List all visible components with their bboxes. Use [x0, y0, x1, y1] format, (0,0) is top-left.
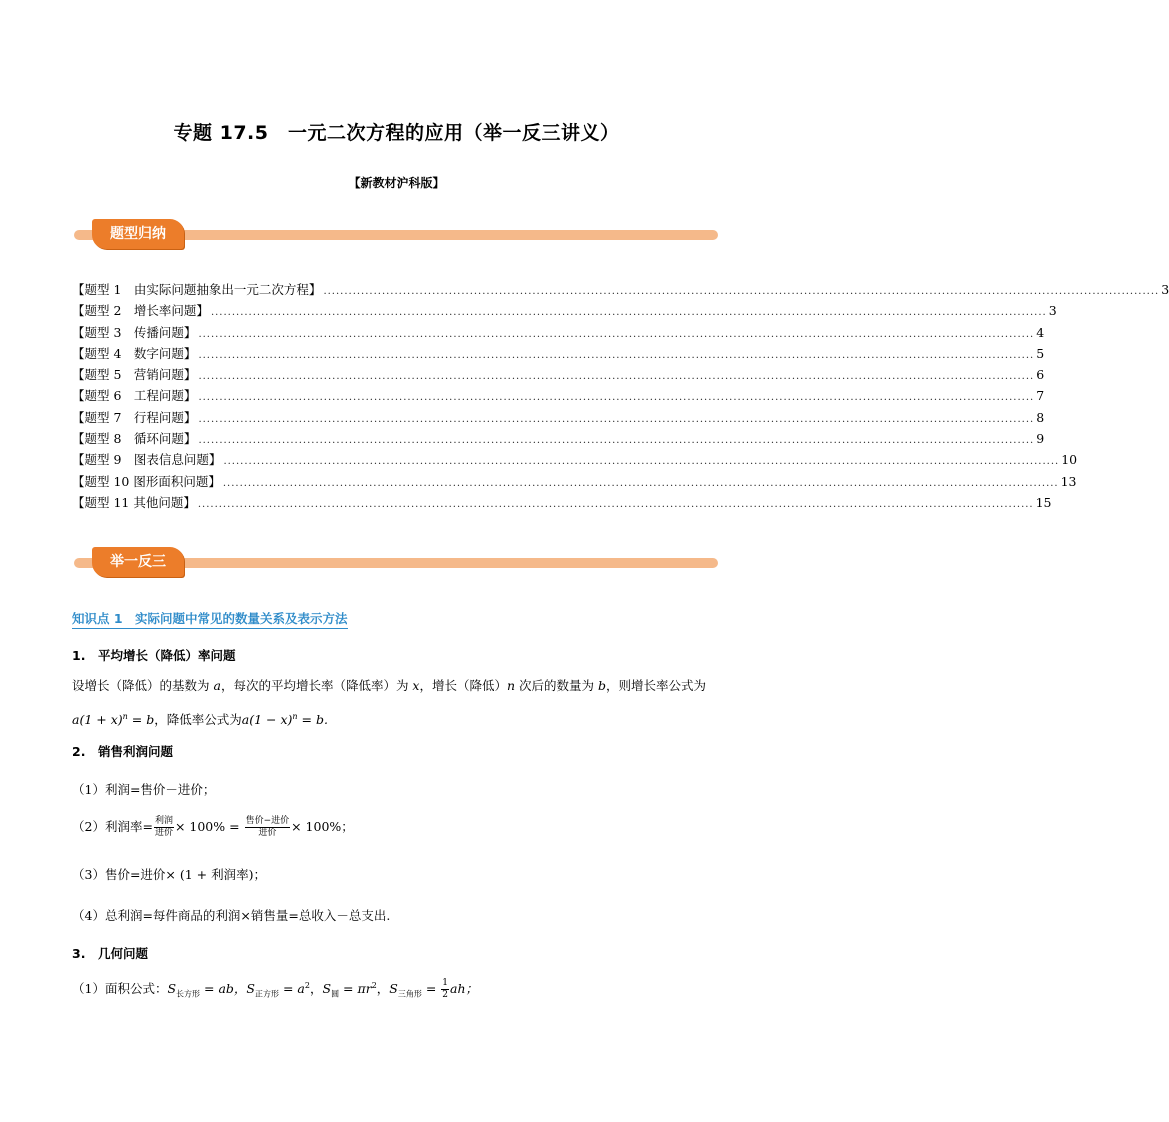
- toc-item-label: 【题型 8 循环问题】: [72, 431, 197, 447]
- section-heading-growth-rate: 1. 平均增长（降低）率问题: [72, 648, 236, 663]
- toc-leader-dots: ........................................................................................................................................................................................................: [198, 413, 1035, 425]
- toc-item[interactable]: [72, 471, 1077, 492]
- toc-item-page: 3: [1161, 282, 1169, 297]
- toc-item-page: 15: [1035, 494, 1052, 510]
- toc-item[interactable]: [72, 364, 1045, 385]
- toc-item-label: 【题型 5 营销问题】: [72, 367, 197, 383]
- section-heading-profit: 2. 销售利润问题: [72, 744, 173, 759]
- toc-item[interactable]: [72, 385, 1045, 406]
- toc-leader-dots: ........................................................................................................................................................................................................: [210, 307, 1047, 319]
- banner-tab-label: 题型归纳: [92, 219, 184, 249]
- profit-formula-3: （3）售价=进价× (1 + 利润率)；: [72, 867, 267, 882]
- fraction: $\frac{\text{售价−进价}}{\text{进价}}$: [245, 816, 290, 838]
- table-of-contents: [72, 279, 1169, 513]
- toc-item-label: 【题型 9 图表信息问题】: [72, 452, 222, 468]
- toc-item[interactable]: [72, 279, 1169, 300]
- toc-leader-dots: ........................................................................................................................................................................................................: [197, 498, 1034, 510]
- toc-leader-dots: ........................................................................................................................................................................................................: [198, 371, 1035, 383]
- toc-item-page: 4: [1036, 324, 1045, 340]
- toc-item-page: 10: [1061, 452, 1078, 468]
- toc-item-label: 【题型 10 图形面积问题】: [72, 473, 221, 489]
- toc-item[interactable]: [72, 492, 1052, 513]
- toc-item-page: 8: [1036, 409, 1045, 425]
- toc-item-label: 【题型 6 工程问题】: [72, 388, 197, 404]
- toc-item-label: 【题型 11 其他问题】: [72, 494, 196, 510]
- toc-item-page: 9: [1036, 431, 1045, 447]
- toc-leader-dots: ........................................................................................................................................................................................................: [222, 477, 1059, 489]
- profit-formula-4: （4）总利润=每件商品的利润×销售量=总收入－总支出.: [72, 908, 391, 923]
- toc-item-label: 【题型 4 数字问题】: [72, 345, 197, 361]
- toc-item-page: 5: [1036, 345, 1045, 361]
- toc-item[interactable]: [72, 449, 1078, 470]
- toc-item-label: 【题型 2 增长率问题】: [72, 303, 209, 319]
- fraction: $\frac{\text{利润}}{\text{进价}}$: [154, 816, 173, 838]
- toc-item-label: 【题型 1 由实际问题抽象出一元二次方程】: [72, 282, 322, 297]
- page-title: 专题 17.5 一元二次方程的应用（举一反三讲义）: [173, 122, 620, 144]
- toc-leader-dots: ........................................................................................................................................................................................................: [223, 456, 1060, 468]
- banner-examples: [74, 547, 718, 577]
- toc-leader-dots: ........................................................................................................................................................................................................: [198, 435, 1035, 447]
- area-formulas: （1）面积公式：$S_{长方形}$ = ab，$S_{正方形} = a^2$，$S_圆 = \pi r^2$，$S_{三角形}$ = $\frac{1}{2}$ ah；: [72, 978, 479, 1000]
- profit-formula-1: （1）利润=售价－进价；: [72, 782, 216, 797]
- toc-item[interactable]: [72, 407, 1045, 428]
- toc-item[interactable]: [72, 300, 1057, 321]
- toc-item[interactable]: [72, 322, 1045, 343]
- banner-tab-label: 举一反三: [92, 547, 184, 577]
- toc-item-label: 【题型 3 传播问题】: [72, 324, 197, 340]
- toc-item[interactable]: [72, 428, 1045, 449]
- profit-formula-2: （2）利润率= $\frac{\text{利润}}{\text{进价}}$ × 100% = $\frac{\text{售价−进价}}{\text{进价}}$ × 100%；: [72, 816, 354, 838]
- toc-item-label: 【题型 7 行程问题】: [72, 409, 197, 425]
- banner-question-types: [74, 219, 718, 249]
- growth-rate-paragraph: 设增长（降低）的基数为 a，每次的平均增长率（降低率）为 x，增长（降低）n 次后的数量为 b，则增长率公式为$a(1 + x)^n = b$，降低率公式为$a(1 - x)^n = b$.: [72, 678, 707, 728]
- toc-item[interactable]: [72, 343, 1045, 364]
- knowledge-point-heading: 知识点 1 实际问题中常见的数量关系及表示方法: [72, 609, 348, 629]
- toc-item-page: 3: [1048, 303, 1057, 319]
- fraction-one-half: $\frac{1}{2}$: [442, 978, 449, 1000]
- toc-leader-dots: ........................................................................................................................................................................................................: [198, 349, 1035, 361]
- toc-leader-dots: ........................................................................................................................................................................................................: [198, 328, 1035, 340]
- toc-item-page: 13: [1060, 473, 1077, 489]
- section-heading-geometry: 3. 几何问题: [72, 946, 148, 961]
- toc-leader-dots: ........................................................................................................................................................................................................: [323, 286, 1160, 297]
- toc-leader-dots: ........................................................................................................................................................................................................: [198, 392, 1035, 404]
- toc-item-page: 7: [1036, 388, 1045, 404]
- edition-subtitle: 【新教材沪科版】: [348, 176, 445, 190]
- toc-item-page: 6: [1036, 367, 1045, 383]
